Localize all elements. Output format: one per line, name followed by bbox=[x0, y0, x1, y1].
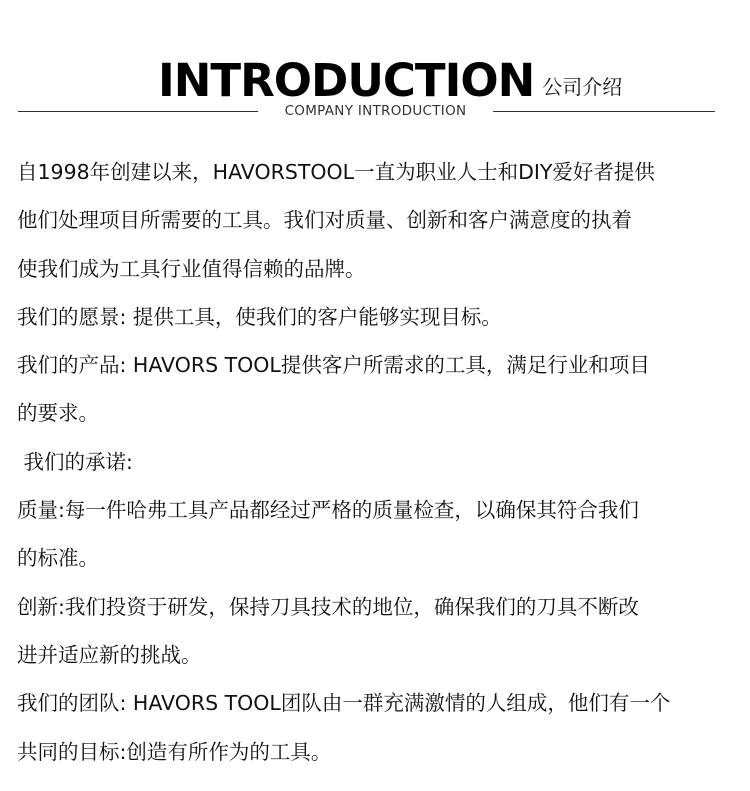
text-line: 我们的产品: HAVORS TOOL提供客户所需求的工具，满足行业和项目 bbox=[17, 353, 650, 378]
text-line: 我们的承诺: bbox=[17, 449, 133, 474]
subtitle: COMPANY INTRODUCTION bbox=[284, 103, 467, 119]
text-line: 我们的团队: HAVORS TOOL团队由一群充满激情的人组成，他们有一个 bbox=[17, 691, 671, 716]
text-line: 他们处理项目所需要的工具。我们对质量、创新和客户满意度的执着 bbox=[17, 208, 632, 233]
text-line: 我们的愿景: 提供工具，使我们的客户能够实现目标。 bbox=[17, 304, 502, 329]
text-line: 创新:我们投资于研发，保持刀具技术的地位，确保我们的刀具不断改 bbox=[17, 594, 639, 619]
text-line: 的要求。 bbox=[17, 401, 99, 426]
title-english: INTRODUCTION bbox=[158, 54, 535, 107]
text-line: 质量:每一件哈弗工具产品都经过严格的质量检查，以确保其符合我们 bbox=[17, 498, 639, 523]
text-line: 使我们成为工具行业值得信赖的品牌。 bbox=[17, 256, 366, 281]
intro-body bbox=[17, 148, 742, 776]
title-chinese: 公司介绍 bbox=[542, 75, 623, 99]
text-line: 的标准。 bbox=[17, 546, 99, 571]
divider-right bbox=[493, 111, 715, 112]
divider-left bbox=[18, 111, 258, 112]
text-line: 进并适应新的挑战。 bbox=[17, 642, 202, 667]
section-header bbox=[0, 54, 750, 128]
text-line: 共同的目标:创造有所作为的工具。 bbox=[17, 739, 332, 764]
title-row bbox=[158, 54, 623, 107]
text-line: 自1998年创建以来，HAVORSTOOL一直为职业人士和DIY爱好者提供 bbox=[17, 160, 655, 184]
